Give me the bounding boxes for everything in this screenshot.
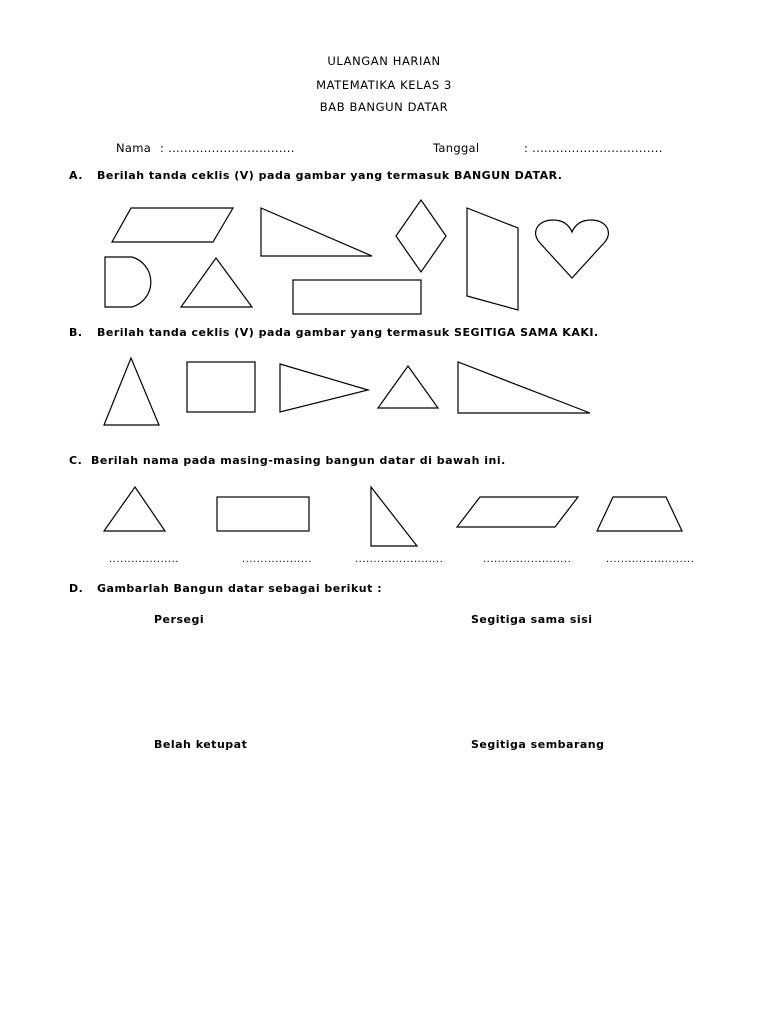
d-belah-ketupat-label: Belah ketupat xyxy=(154,738,248,751)
c-parallelogram-shape xyxy=(457,497,578,527)
c-trapezoid-shape xyxy=(597,497,682,531)
nama-blank: : ................................ xyxy=(160,141,295,155)
nama-label: Nama xyxy=(116,141,152,155)
b-isosceles-triangle-shape xyxy=(378,366,438,408)
a-slanted-quadrilateral-shape xyxy=(467,208,518,310)
c-rectangle-shape xyxy=(217,497,309,531)
a-parallelogram-shape xyxy=(112,208,233,242)
tanggal-blank: : ................................. xyxy=(524,141,663,155)
c-right-triangle-shape xyxy=(371,487,417,546)
a-triangle-shape xyxy=(181,258,252,307)
b-sideways-triangle-shape xyxy=(280,364,368,412)
a-right-triangle-shape xyxy=(261,208,372,256)
a-heart-shape xyxy=(536,220,609,278)
question-b-text: Berilah tanda ceklis (V) pada gambar yang termasuk SEGITIGA SAMA KAKI. xyxy=(97,326,599,339)
c-blank-4[interactable]: ........................ xyxy=(483,554,572,565)
question-a-number: A. xyxy=(69,169,83,182)
tanggal-label: Tanggal xyxy=(433,141,480,155)
question-d-text: Gambarlah Bangun datar sebagai berikut : xyxy=(97,582,383,595)
d-segitiga-sembarang-label: Segitiga sembarang xyxy=(471,738,605,751)
question-d-number: D. xyxy=(69,582,84,595)
c-blank-3[interactable]: ........................ xyxy=(355,554,444,565)
title-bab-bangun-datar: BAB BANGUN DATAR xyxy=(319,100,449,114)
title-ulangan-harian: ULANGAN HARIAN xyxy=(327,54,441,68)
a-rhombus-shape xyxy=(396,200,446,272)
d-segitiga-sama-sisi-label: Segitiga sama sisi xyxy=(471,613,593,626)
b-right-triangle-shape xyxy=(458,362,590,413)
b-tall-isosceles-triangle-shape xyxy=(104,358,159,425)
question-a-text: Berilah tanda ceklis (V) pada gambar yang termasuk BANGUN DATAR. xyxy=(97,169,563,182)
d-persegi-label: Persegi xyxy=(154,613,205,626)
question-c-number: C. xyxy=(69,454,83,467)
c-triangle-shape xyxy=(104,487,165,531)
a-semicircle-d-shape xyxy=(105,257,151,307)
question-b-number: B. xyxy=(69,326,83,339)
title-matematika-kelas: MATEMATIKA KELAS 3 xyxy=(316,78,452,92)
b-square-shape xyxy=(187,362,255,412)
question-c-text: Berilah nama pada masing-masing bangun datar di bawah ini. xyxy=(91,454,506,467)
c-blank-1[interactable]: ................... xyxy=(109,554,179,565)
a-rectangle-shape xyxy=(293,280,421,314)
c-blank-5[interactable]: ........................ xyxy=(606,554,695,565)
c-blank-2[interactable]: ................... xyxy=(242,554,312,565)
